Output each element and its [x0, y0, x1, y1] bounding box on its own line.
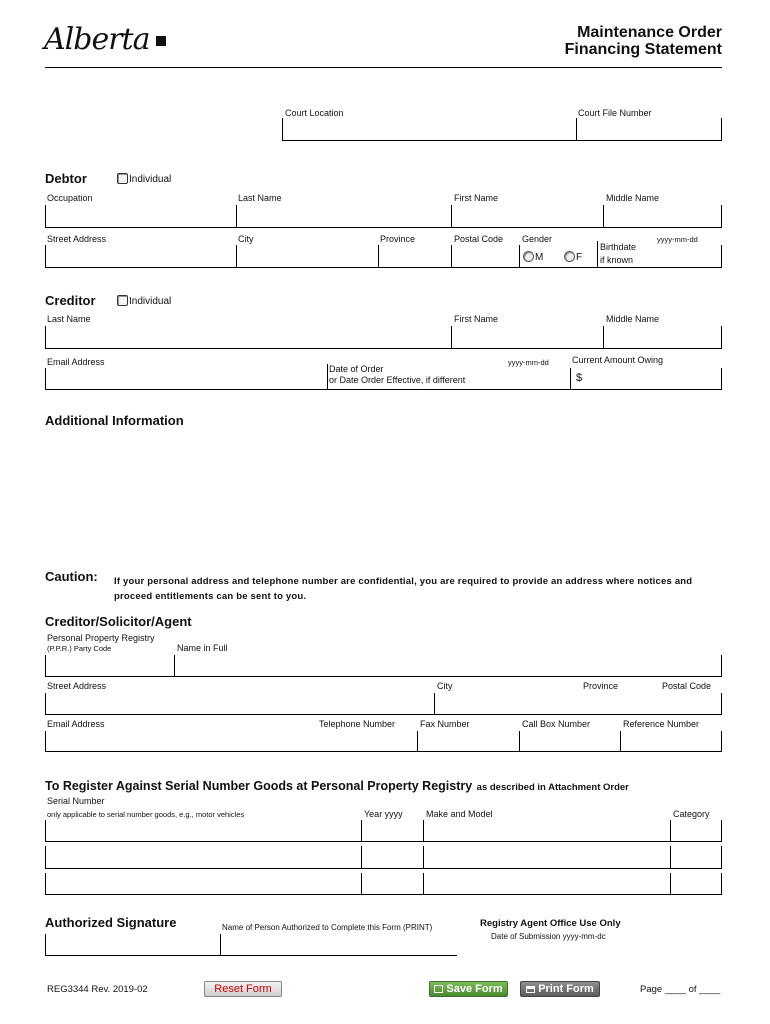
- divider: [721, 205, 722, 227]
- divider: [45, 841, 722, 842]
- office-use-heading: Registry Agent Office Use Only: [480, 918, 621, 929]
- year-field[interactable]: [363, 848, 422, 867]
- creditor-email-field[interactable]: [47, 370, 326, 388]
- additional-info-heading: Additional Information: [45, 413, 184, 428]
- additional-info-field[interactable]: [45, 432, 722, 560]
- divider: [423, 873, 424, 894]
- serial-number-field[interactable]: [47, 875, 360, 893]
- divider: [721, 326, 722, 348]
- printer-icon: [526, 986, 535, 993]
- date-of-order-label-1: Date of Order: [329, 364, 384, 374]
- serial-number-field[interactable]: [47, 822, 360, 840]
- creditor-middle-name-field[interactable]: [605, 329, 720, 347]
- callbox-label: Call Box Number: [522, 719, 591, 729]
- make-model-field[interactable]: [425, 822, 669, 840]
- creditor-individual-label: Individual: [129, 296, 172, 307]
- divider: [670, 846, 671, 868]
- court-file-number-label: Court File Number: [578, 108, 652, 118]
- occupation-label: Occupation: [47, 193, 93, 203]
- divider: [417, 731, 418, 751]
- make-model-field[interactable]: [425, 875, 669, 893]
- divider: [45, 714, 722, 715]
- caution-text: If your personal address and telephone number are confidential, you are required to provide an address where notices and proceed entitlements can be sent to you.: [114, 576, 693, 602]
- date-of-order-label-2: or Date Order Effective, if different: [329, 375, 466, 385]
- divider: [721, 245, 722, 267]
- save-icon: [434, 985, 443, 993]
- save-form-label: Save Form: [446, 983, 503, 995]
- divider: [603, 326, 604, 348]
- divider: [220, 934, 221, 955]
- divider: [45, 846, 46, 868]
- year-label: Year yyyy: [364, 809, 403, 819]
- date-of-order-field[interactable]: [480, 370, 569, 388]
- creditor-last-name-field[interactable]: [47, 329, 450, 347]
- divider: [434, 693, 435, 714]
- signature-heading: Authorized Signature: [45, 915, 177, 930]
- debtor-heading: Debtor: [45, 171, 87, 186]
- gender-m-label: M: [535, 252, 544, 263]
- divider: [721, 846, 722, 868]
- serial-heading-suffix: as described in Attachment Order: [476, 782, 629, 793]
- agent-email-field[interactable]: [47, 732, 315, 750]
- print-form-button[interactable]: [520, 981, 600, 997]
- debtor-individual-label: Individual: [129, 174, 172, 185]
- debtor-first-name-label: First Name: [454, 193, 499, 203]
- divider: [721, 731, 722, 751]
- debtor-city-label: City: [238, 234, 254, 244]
- divider: [282, 118, 283, 140]
- divider: [576, 118, 577, 140]
- creditor-last-name-label: Last Name: [47, 314, 91, 324]
- court-location-label: Court Location: [285, 108, 344, 118]
- divider: [45, 655, 46, 676]
- divider: [721, 693, 722, 714]
- serial-number-label: Serial Number: [47, 796, 105, 806]
- agent-postal-field[interactable]: [661, 695, 720, 713]
- divider: [45, 693, 46, 714]
- debtor-street-label: Street Address: [47, 234, 107, 244]
- divider: [45, 389, 722, 390]
- serial-heading-main: To Register Against Serial Number Goods at Personal Property Registry: [45, 779, 473, 793]
- divider: [45, 267, 722, 268]
- agent-name-field[interactable]: [176, 657, 720, 675]
- divider: [721, 820, 722, 841]
- fax-label: Fax Number: [420, 719, 470, 729]
- category-label: Category: [673, 809, 710, 819]
- reset-form-button[interactable]: [204, 981, 282, 997]
- divider: [45, 731, 46, 751]
- divider: [378, 245, 379, 267]
- divider: [721, 873, 722, 894]
- category-field[interactable]: [672, 822, 720, 840]
- print-name-field[interactable]: [222, 936, 456, 954]
- divider: [327, 364, 328, 389]
- divider: [174, 655, 175, 676]
- gender-m-radio[interactable]: [523, 251, 534, 262]
- serial-number-note: only applicable to serial number goods, e.g., motor vehicles: [47, 810, 245, 819]
- divider: [423, 846, 424, 868]
- creditor-middle-name-label: Middle Name: [606, 314, 660, 324]
- divider: [236, 205, 237, 227]
- form-title: [565, 24, 722, 58]
- title-line-1: Maintenance Order: [577, 24, 722, 41]
- debtor-postal-field[interactable]: [453, 248, 518, 266]
- gender-label: Gender: [522, 234, 553, 244]
- divider: [45, 348, 722, 349]
- divider: [597, 241, 598, 267]
- divider: [45, 326, 46, 348]
- divider: [670, 873, 671, 894]
- category-field[interactable]: [672, 848, 720, 867]
- amount-owing-field[interactable]: [586, 370, 720, 388]
- serial-number-field[interactable]: [47, 848, 360, 867]
- agent-heading: Creditor/Solicitor/Agent: [45, 614, 192, 629]
- alberta-logo: Alberta: [44, 22, 174, 62]
- debtor-city-field[interactable]: [238, 248, 377, 266]
- divider: [721, 655, 722, 676]
- debtor-middle-name-field[interactable]: [605, 208, 720, 226]
- divider: [570, 368, 571, 389]
- divider: [45, 934, 46, 955]
- divider: [451, 326, 452, 348]
- print-name-label: Name of Person Authorized to Complete this Form (PRINT): [222, 923, 433, 932]
- divider: [721, 368, 722, 389]
- agent-city-label: City: [437, 681, 453, 691]
- submission-date-label: Date of Submission yyyy-mm-dc: [491, 932, 606, 941]
- reference-label: Reference Number: [623, 719, 700, 729]
- debtor-middle-name-label: Middle Name: [606, 193, 660, 203]
- save-form-button[interactable]: [429, 981, 508, 997]
- divider: [282, 140, 722, 141]
- divider: [45, 245, 46, 267]
- debtor-individual-checkbox[interactable]: [117, 173, 128, 184]
- divider: [620, 731, 621, 751]
- reset-form-label: Reset Form: [214, 983, 272, 995]
- print-form-label: Print Form: [538, 983, 594, 995]
- divider: [45, 227, 722, 228]
- category-field[interactable]: [672, 875, 720, 893]
- make-model-label: Make and Model: [426, 809, 493, 819]
- divider: [603, 205, 604, 227]
- agent-postal-label: Postal Code: [662, 681, 712, 691]
- header-rule: [45, 67, 722, 68]
- divider: [45, 955, 457, 956]
- debtor-last-name-field[interactable]: [238, 208, 450, 226]
- birthdate-label-1: Birthdate: [600, 242, 637, 252]
- signature-field[interactable]: [47, 936, 219, 954]
- agent-city-field[interactable]: [436, 695, 581, 713]
- form-number: REG3344 Rev. 2019-02: [47, 984, 148, 995]
- divider: [45, 873, 46, 894]
- birthdate-field[interactable]: [640, 248, 720, 266]
- agent-street-label: Street Address: [47, 681, 107, 691]
- creditor-first-name-field[interactable]: [453, 329, 602, 347]
- telephone-label: Telephone Number: [319, 719, 396, 729]
- birthdate-label-2: if known: [600, 255, 634, 265]
- title-line-2: Financing Statement: [564, 41, 722, 58]
- divider: [45, 676, 722, 677]
- creditor-first-name-label: First Name: [454, 314, 499, 324]
- debtor-province-field[interactable]: [380, 248, 450, 266]
- birthdate-format-label: yyyy-mm-dd: [657, 235, 698, 244]
- divider: [361, 846, 362, 868]
- court-file-number-field[interactable]: [578, 121, 720, 139]
- serial-heading: [45, 777, 629, 795]
- debtor-last-name-label: Last Name: [238, 193, 282, 203]
- currency-symbol: $: [576, 372, 583, 384]
- debtor-province-label: Province: [380, 234, 416, 244]
- divider: [670, 820, 671, 841]
- creditor-individual-checkbox[interactable]: [117, 295, 128, 306]
- creditor-email-label: Email Address: [47, 357, 105, 367]
- callbox-field[interactable]: [521, 732, 619, 750]
- amount-owing-label: Current Amount Owing: [572, 355, 664, 365]
- divider: [721, 118, 722, 140]
- debtor-postal-label: Postal Code: [454, 234, 504, 244]
- divider: [451, 205, 452, 227]
- divider: [423, 820, 424, 841]
- agent-province-field[interactable]: [583, 695, 659, 713]
- divider: [45, 751, 722, 752]
- year-field[interactable]: [363, 875, 422, 893]
- caution-label: Caution:: [45, 569, 98, 584]
- divider: [361, 873, 362, 894]
- agent-province-label: Province: [583, 681, 619, 691]
- gender-f-radio[interactable]: [564, 251, 575, 262]
- ppr-party-code-field[interactable]: [47, 657, 173, 675]
- court-location-field[interactable]: [284, 121, 574, 139]
- divider: [236, 245, 237, 267]
- agent-name-label: Name in Full: [177, 643, 228, 653]
- date-format-label: yyyy-mm-dd: [508, 358, 549, 367]
- divider: [361, 820, 362, 841]
- fax-field[interactable]: [419, 732, 518, 750]
- divider: [45, 894, 722, 895]
- agent-email-label: Email Address: [47, 719, 105, 729]
- divider: [519, 731, 520, 751]
- agent-street-field[interactable]: [47, 695, 433, 713]
- divider: [451, 245, 452, 267]
- occupation-field[interactable]: [47, 208, 235, 226]
- telephone-field[interactable]: [318, 732, 416, 750]
- page-number: Page ____ of ____: [640, 984, 721, 995]
- divider: [519, 245, 520, 267]
- make-model-field[interactable]: [425, 848, 669, 867]
- reference-field[interactable]: [622, 732, 720, 750]
- ppr-label-1: Personal Property Registry: [47, 633, 155, 643]
- gender-f-label: F: [576, 252, 583, 263]
- divider: [45, 820, 46, 841]
- divider: [45, 205, 46, 227]
- divider: [45, 368, 46, 389]
- divider: [45, 868, 722, 869]
- ppr-label-2: (P.P.R.) Party Code: [47, 644, 112, 653]
- debtor-street-field[interactable]: [47, 248, 235, 266]
- year-field[interactable]: [363, 822, 422, 840]
- creditor-heading: Creditor: [45, 293, 96, 308]
- debtor-first-name-field[interactable]: [453, 208, 602, 226]
